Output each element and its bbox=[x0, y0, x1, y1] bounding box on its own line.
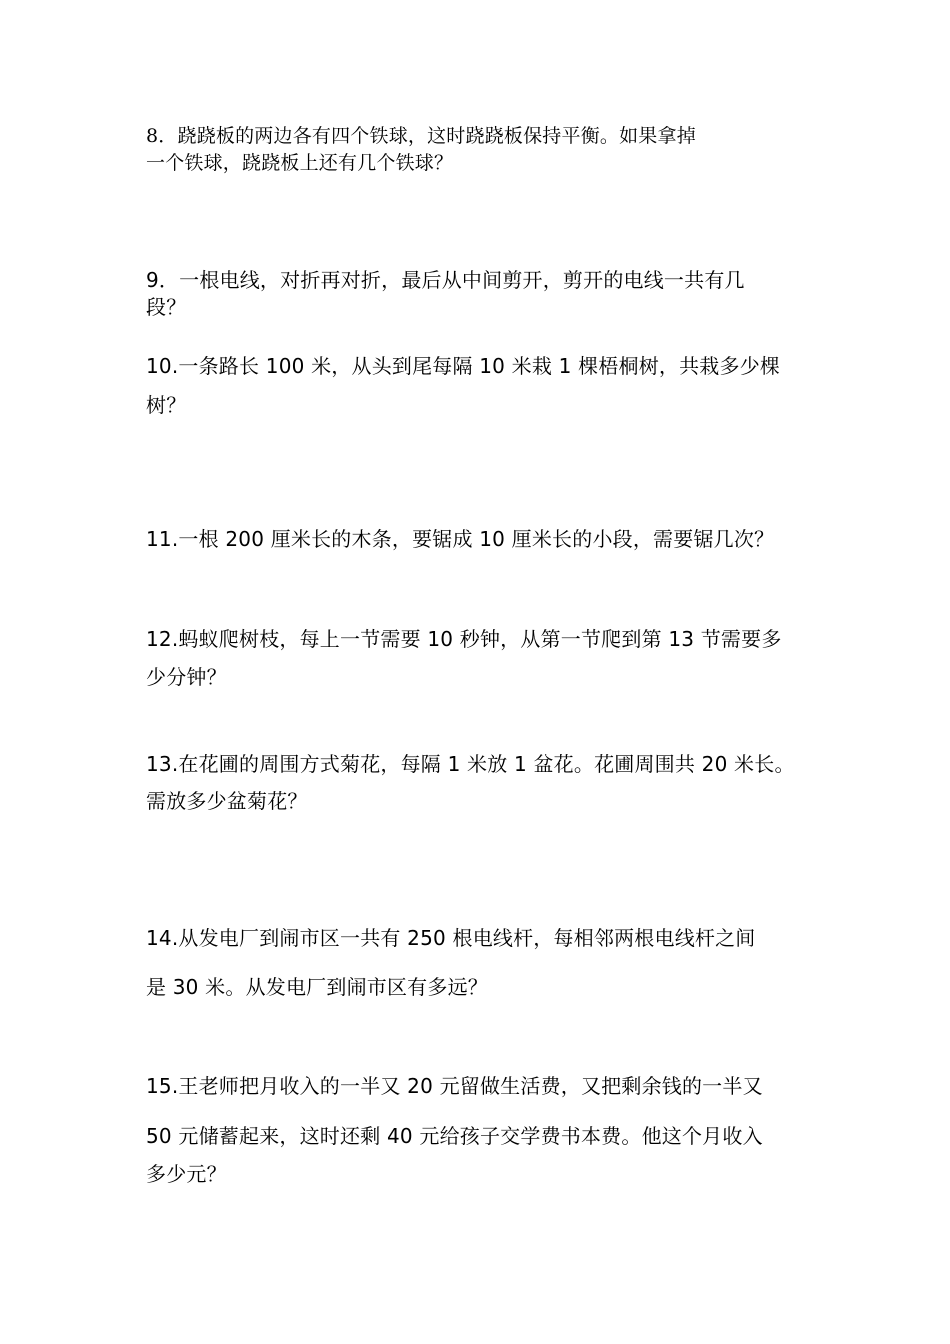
question-15-line-2: 50 元储蓄起来，这时还剩 40 元给孩子交学费书本费。他这个月收入 bbox=[146, 1124, 763, 1148]
question-8-line-2: 一个铁球，跷跷板上还有几个铁球？ bbox=[146, 152, 454, 174]
question-15-line-3: 多少元？ bbox=[146, 1162, 227, 1186]
question-14-line-1: 14.从发电厂到闹市区一共有 250 根电线杆，每相邻两根电线杆之间 bbox=[146, 926, 756, 950]
question-13-line-2: 需放多少盆菊花？ bbox=[146, 789, 308, 813]
question-10-line-2: 树？ bbox=[146, 393, 187, 417]
question-12-line-1: 12.蚂蚁爬树枝，每上一节需要 10 秒钟，从第一节爬到第 13 节需要多 bbox=[146, 627, 782, 651]
question-15-line-1: 15.王老师把月收入的一半又 20 元留做生活费，又把剩余钱的一半又 bbox=[146, 1074, 763, 1098]
question-14-line-2: 是 30 米。从发电厂到闹市区有多远？ bbox=[146, 975, 488, 999]
question-10-line-1: 10.一条路长 100 米，从头到尾每隔 10 米栽 1 棵梧桐树，共栽多少棵 bbox=[146, 354, 781, 378]
question-9-line-2: 段？ bbox=[146, 295, 187, 319]
question-8-line-1: 8．跷跷板的两边各有四个铁球，这时跷跷板保持平衡。如果拿掉 bbox=[146, 125, 696, 147]
question-13-line-1: 13.在花圃的周围方式菊花，每隔 1 米放 1 盆花。花圃周围共 20 米长。 bbox=[146, 752, 795, 776]
question-12-line-2: 少分钟？ bbox=[146, 665, 227, 689]
question-9-line-1: 9．一根电线，对折再对折，最后从中间剪开，剪开的电线一共有几 bbox=[146, 268, 745, 292]
question-11-line-1: 11.一根 200 厘米长的木条，要锯成 10 厘米长的小段，需要锯几次？ bbox=[146, 527, 775, 551]
